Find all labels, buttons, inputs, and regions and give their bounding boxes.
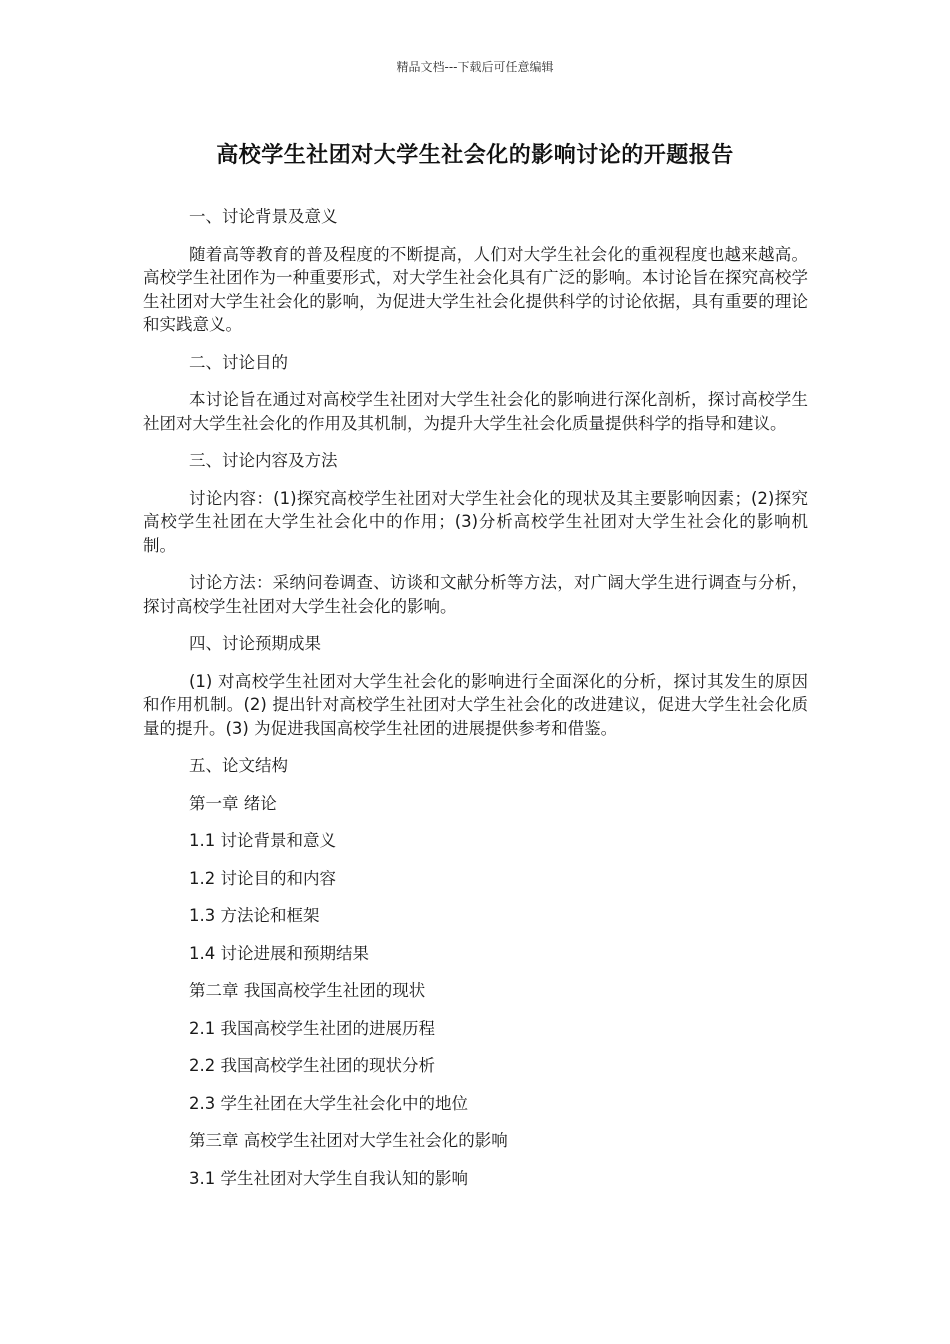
structure-item: 第一章 绪论 xyxy=(189,793,277,813)
section-heading-structure: 五、论文结构 xyxy=(189,756,288,775)
section-heading-purpose: 二、讨论目的 xyxy=(189,352,288,372)
header-note: 精品文档---下载后可任意编辑 xyxy=(396,60,554,74)
structure-item: 3.1 学生社团对大学生自我认知的影响 xyxy=(189,1168,468,1188)
structure-item: 1.1 讨论背景和意义 xyxy=(189,831,336,850)
section-heading-expected-results: 四、讨论预期成果 xyxy=(189,634,321,653)
structure-item: 1.2 讨论目的和内容 xyxy=(189,868,336,888)
paragraph-content: 讨论内容：(1)探究高校学生社团对大学生社会化的现状及其主要影响因素；(2)探究高校学生社团在大学生社会化中的作用；(3)分析高校学生社团对大学生社会化的影响机制。 xyxy=(143,488,808,555)
paragraph-background: 随着高等教育的普及程度的不断提高，人们对大学生社会化的重视程度也越来越高。高校学生社团作为一种重要形式，对大学生社会化具有广泛的影响。本讨论旨在探究高校学生社团对大学生社会化的影响，为促进大学生社会化提供科学的讨论依据，具有重要的理论和实践意义。 xyxy=(143,244,808,334)
structure-item: 1.4 讨论进展和预期结果 xyxy=(189,943,369,963)
paragraph-purpose: 本讨论旨在通过对高校学生社团对大学生社会化的影响进行深化剖析，探讨高校学生社团对大学生社会化的作用及其机制，为提升大学生社会化质量提供科学的指导和建议。 xyxy=(143,390,808,433)
section-heading-background: 一、讨论背景及意义 xyxy=(189,207,338,226)
document-title: 高校学生社团对大学生社会化的影响讨论的开题报告 xyxy=(216,143,734,168)
structure-list xyxy=(143,792,808,1191)
structure-item: 2.1 我国高校学生社团的进展历程 xyxy=(189,1018,435,1038)
structure-item: 2.3 学生社团在大学生社会化中的地位 xyxy=(189,1093,468,1113)
structure-item: 第二章 我国高校学生社团的现状 xyxy=(189,981,426,1000)
structure-item: 1.3 方法论和框架 xyxy=(189,906,320,925)
structure-item: 2.2 我国高校学生社团的现状分析 xyxy=(189,1056,435,1075)
structure-item: 第三章 高校学生社团对大学生社会化的影响 xyxy=(189,1131,508,1150)
document-body xyxy=(143,205,808,1204)
paragraph-method: 讨论方法：采纳问卷调查、访谈和文献分析等方法，对广阔大学生进行调查与分析，探讨高校学生社团对大学生社会化的影响。 xyxy=(143,573,808,616)
section-heading-content-method: 三、讨论内容及方法 xyxy=(189,451,338,470)
paragraph-expected-results: (1) 对高校学生社团对大学生社会化的影响进行全面深化的分析，探讨其发生的原因和作用机制。(2) 提出针对高校学生社团对大学生社会化的改进建议，促进大学生社会化质量的提升。(3) 为促进我国高校学生社团的进展提供参考和借鉴。 xyxy=(143,671,808,738)
